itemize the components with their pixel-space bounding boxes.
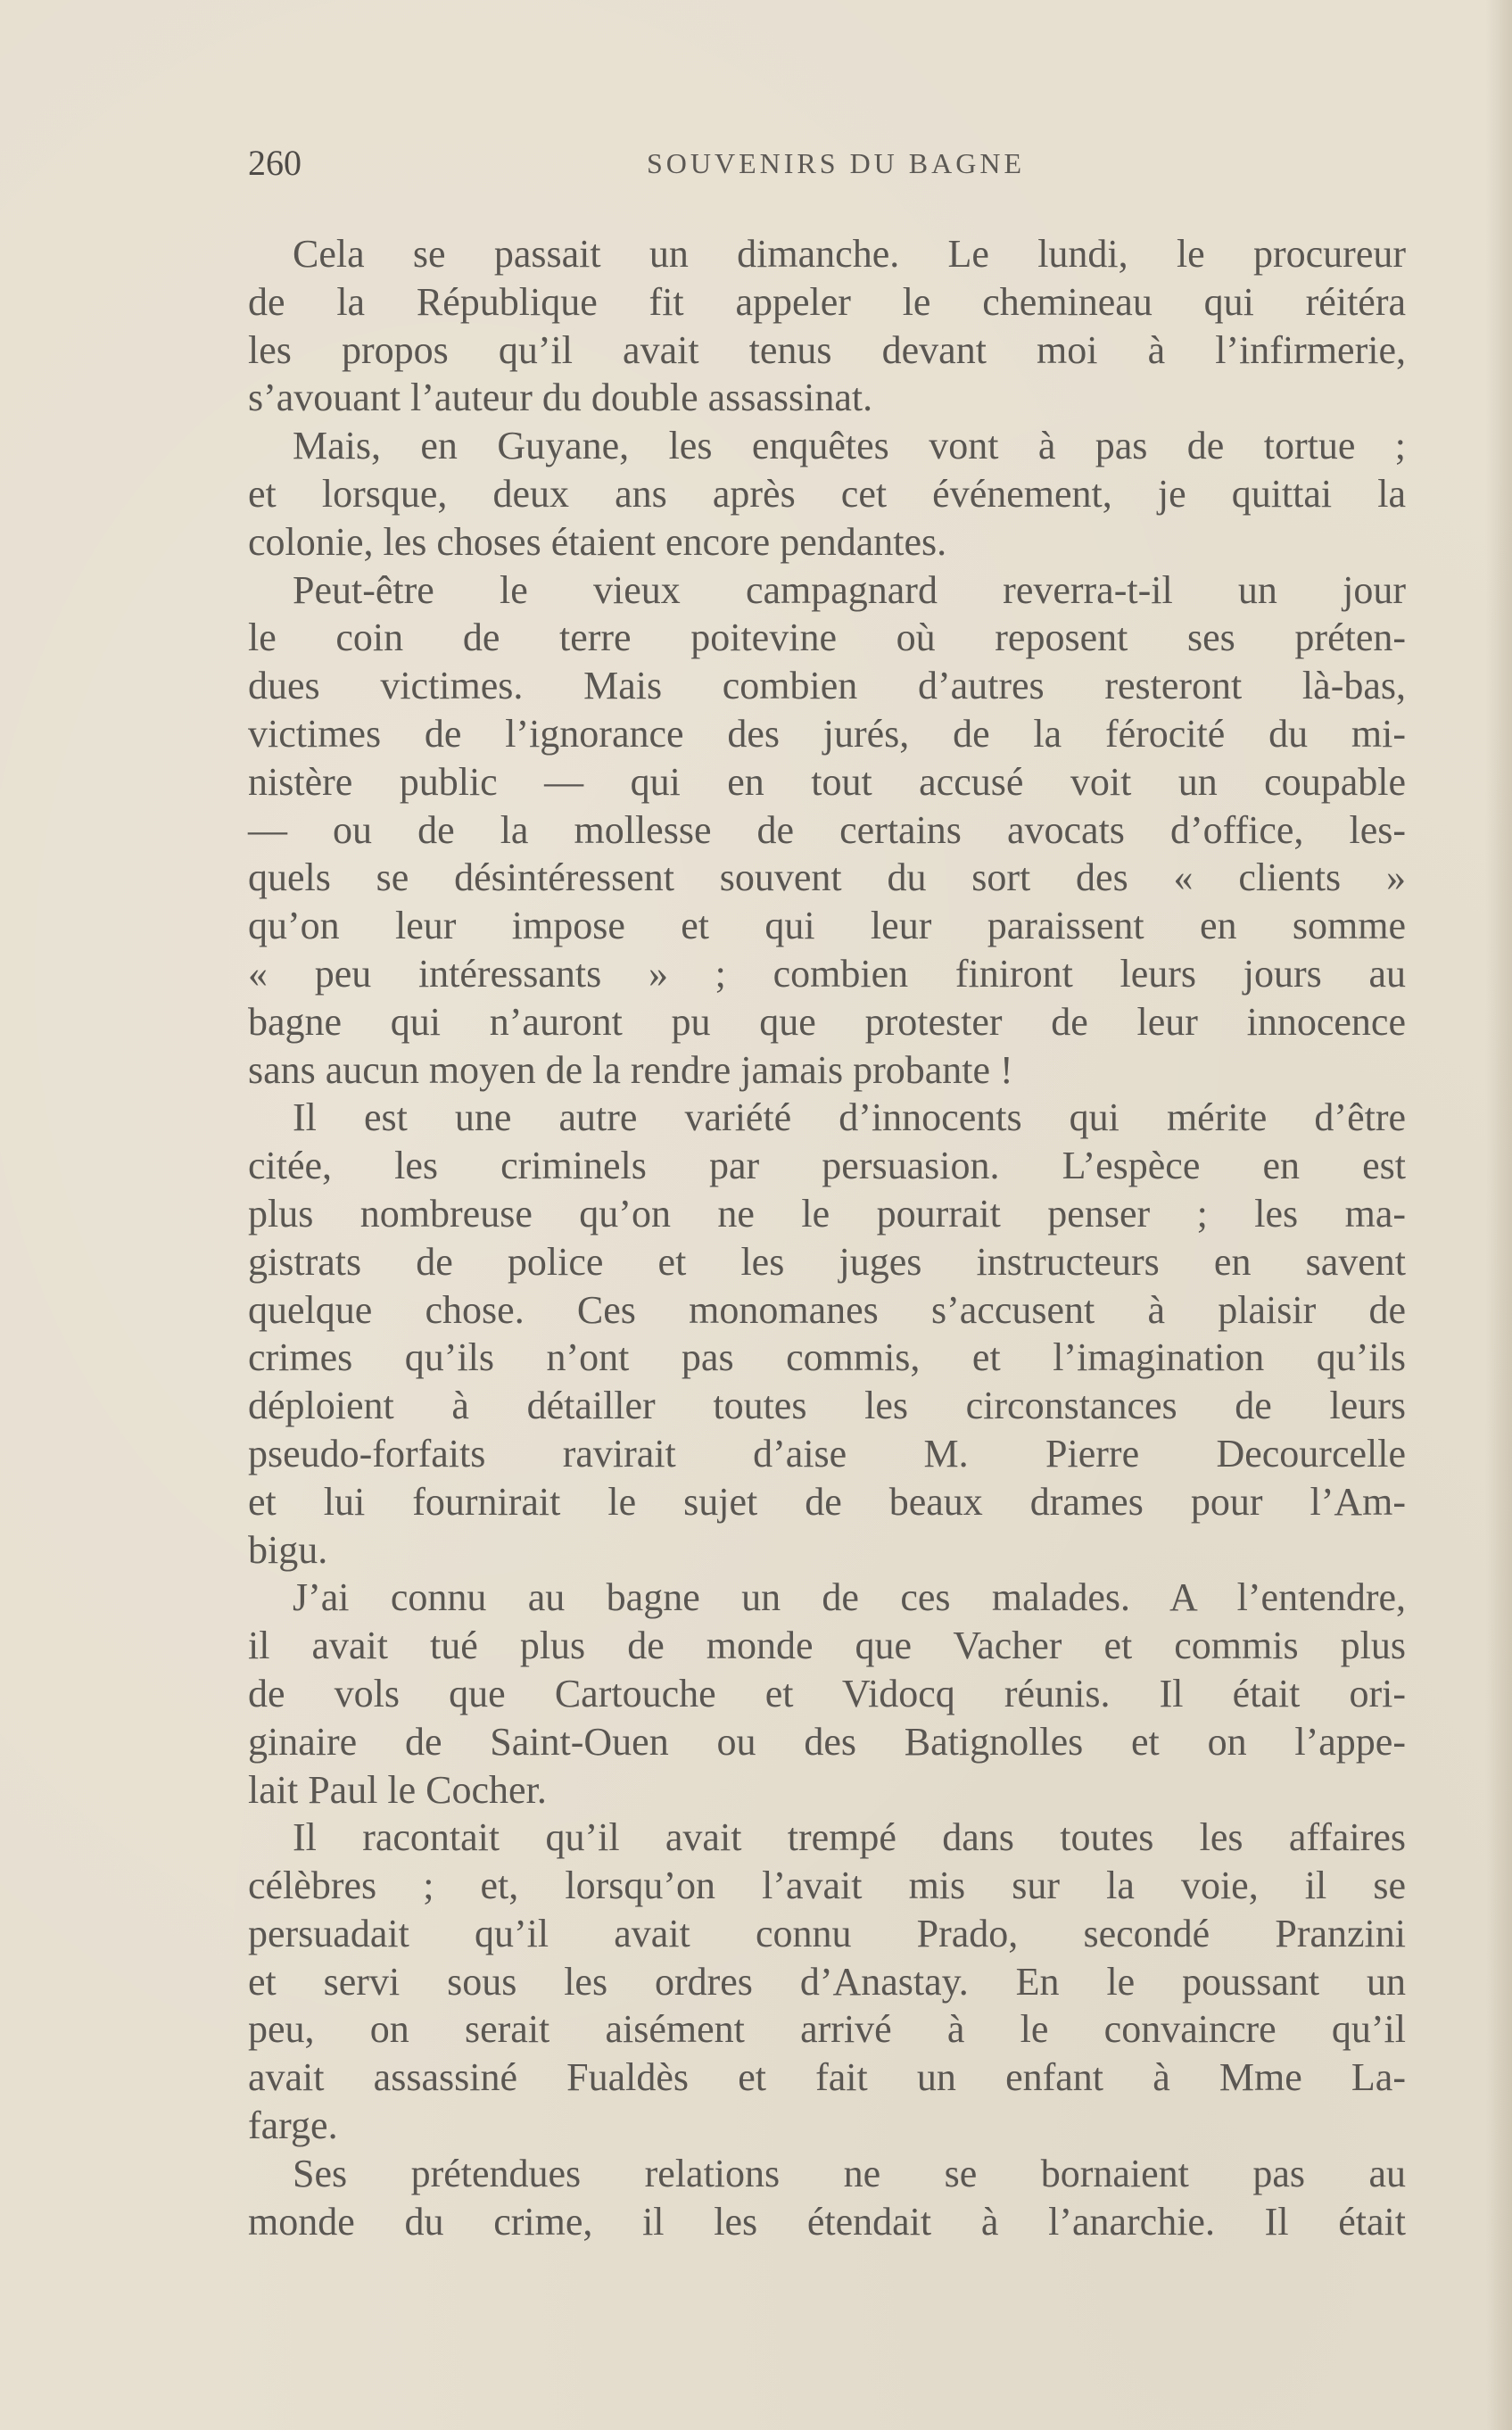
- text-line: victimes de l’ignorance des jurés, de la férocité du mi-: [248, 711, 1406, 756]
- text-line: de la République fit appeler le chemineau qui réitéra: [248, 279, 1406, 324]
- text-line: ginaire de Saint-Ouen ou des Batignolles et on l’appe-: [248, 1719, 1406, 1764]
- text-line: pseudo-forfaits ravirait d’aise M. Pierre Decourcelle: [248, 1431, 1406, 1475]
- text-line: quels se désintéressent souvent du sort des « clients »: [248, 855, 1406, 900]
- text-line: Mais, en Guyane, les enquêtes vont à pas de tortue ;: [293, 424, 1406, 468]
- text-line: s’avouant l’auteur du double assassinat.: [248, 376, 873, 420]
- text-line: J’ai connu au bagne un de ces malades. A l’entendre,: [293, 1575, 1406, 1620]
- body-text: [248, 230, 1406, 2245]
- text-line: Peut-être le vieux campagnard reverra-t-il un jour: [293, 567, 1406, 612]
- text-line: crimes qu’ils n’ont pas commis, et l’imagination qu’ils: [248, 1335, 1406, 1380]
- text-line: célèbres ; et, lorsqu’on l’avait mis sur la voie, il se: [248, 1864, 1406, 1908]
- text-line: — ou de la mollesse de certains avocats d’office, les-: [248, 807, 1406, 852]
- page-header: [248, 141, 1406, 186]
- text-line: nistère public — qui en tout accusé voit un coupable: [248, 759, 1406, 804]
- text-line: citée, les criminels par persuasion. L’espèce en est: [248, 1144, 1406, 1188]
- text-line: dues victimes. Mais combien d’autres resteront là-bas,: [248, 664, 1406, 708]
- running-title: SOUVENIRS DU BAGNE: [646, 147, 1025, 179]
- text-line: et lorsque, deux ans après cet événement, je quittai la: [248, 471, 1406, 516]
- text-line: peu, on serait aisément arrivé à le convaincre qu’il: [248, 2007, 1406, 2052]
- text-line: farge.: [248, 2104, 338, 2148]
- text-line: quelque chose. Ces monomanes s’accusent à plaisir de: [248, 1287, 1406, 1332]
- page-number: 260: [248, 143, 302, 183]
- text-line: Il est une autre variété d’innocents qui mérite d’être: [293, 1095, 1406, 1140]
- text-line: colonie, les choses étaient encore pendantes.: [248, 519, 947, 564]
- text-line: avait assassiné Fualdès et fait un enfant à Mme La-: [248, 2055, 1406, 2100]
- text-line: le coin de terre poitevine où reposent ses préten-: [248, 616, 1406, 660]
- text-line: et lui fournirait le sujet de beaux drames pour l’Am-: [248, 1479, 1406, 1524]
- text-line: monde du crime, il les étendait à l’anarchie. Il était: [248, 2199, 1406, 2244]
- text-line: gistrats de police et les juges instructeurs en savent: [248, 1239, 1406, 1284]
- text-line: « peu intéressants » ; combien finiront leurs jours au: [248, 951, 1406, 996]
- text-line: les propos qu’il avait tenus devant moi à l’infirmerie,: [248, 327, 1406, 372]
- text-line: il avait tué plus de monde que Vacher et commis plus: [248, 1624, 1406, 1668]
- text-line: déploient à détailler toutes les circonstances de leurs: [248, 1384, 1406, 1428]
- text-line: Ses prétendues relations ne se bornaient pas au: [293, 2151, 1406, 2195]
- text-line: de vols que Cartouche et Vidocq réunis. Il était ori-: [248, 1671, 1406, 1715]
- text-line: et servi sous les ordres d’Anastay. En le poussant un: [248, 1959, 1406, 2004]
- text-line: Cela se passait un dimanche. Le lundi, le procureur: [293, 232, 1406, 276]
- text-line: persuadait qu’il avait connu Prado, secondé Pranzini: [248, 1911, 1406, 1955]
- text-line: bagne qui n’auront pu que protester de leur innocence: [248, 999, 1406, 1044]
- text-line: lait Paul le Cocher.: [248, 1767, 547, 1812]
- text-line: Il racontait qu’il avait trempé dans toutes les affaires: [293, 1815, 1406, 1860]
- text-line: qu’on leur impose et qui leur paraissent en somme: [248, 904, 1406, 948]
- text-line: plus nombreuse qu’on ne le pourrait penser ; les ma-: [248, 1191, 1406, 1236]
- text-line: sans aucun moyen de la rendre jamais probante !: [248, 1047, 1013, 1092]
- page-edge-shadow: [1485, 0, 1512, 2430]
- text-line: bigu.: [248, 1527, 328, 1572]
